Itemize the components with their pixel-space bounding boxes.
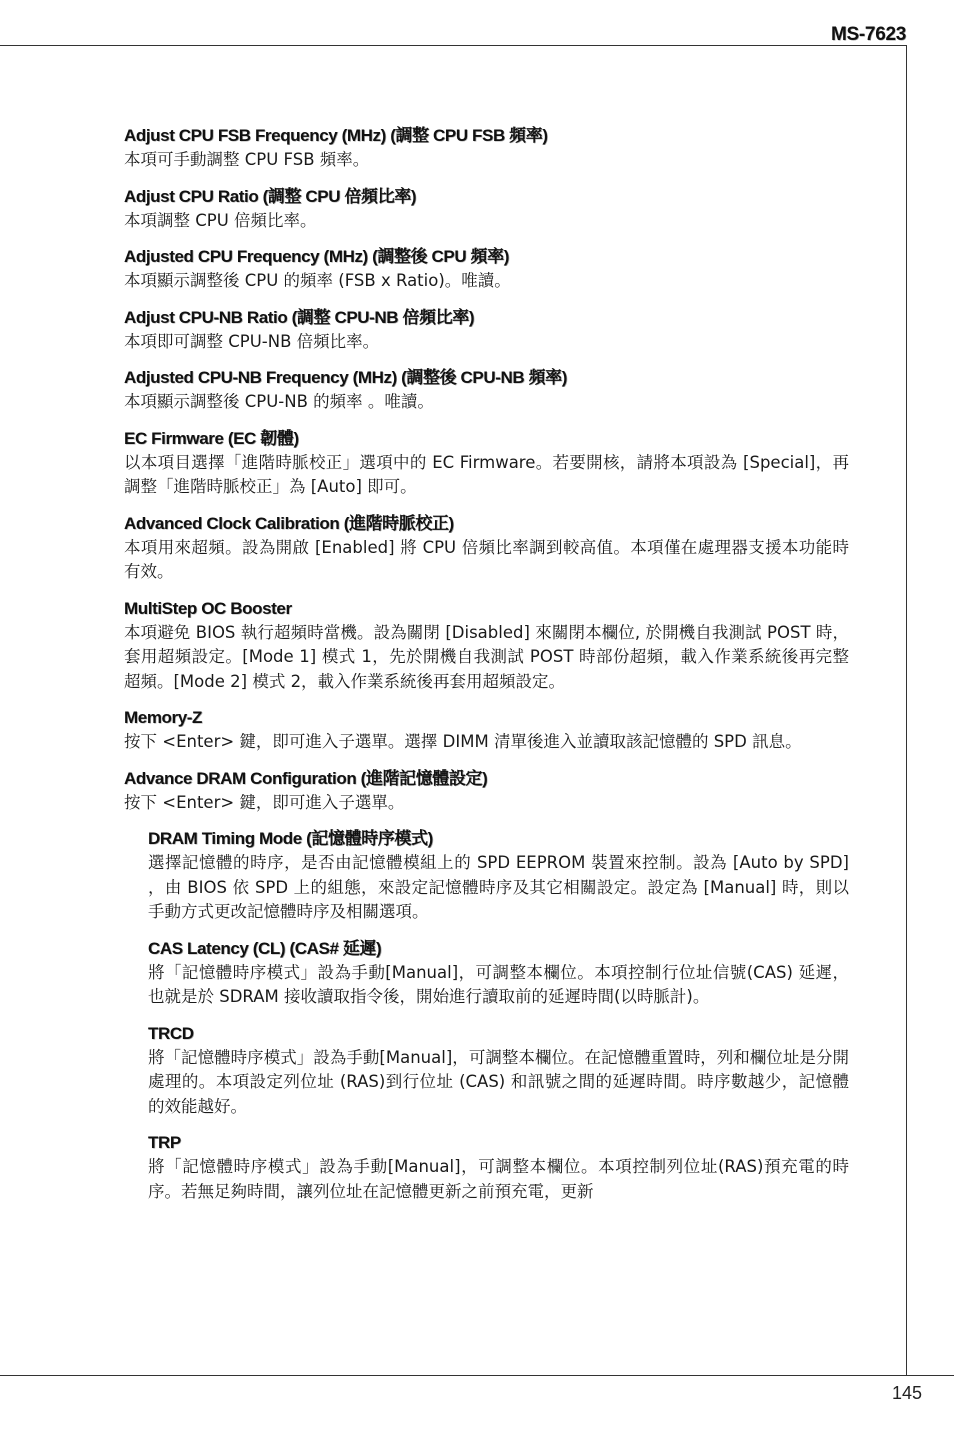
subsection-cas-latency	[148, 937, 849, 1010]
section-heading: Adjust CPU Ratio (調整 CPU 倍頻比率)	[124, 186, 417, 206]
section-body: 本項用來超頻。設為開啟 [Enabled] 將 CPU 倍頻比率調到較高值。本項僅在處理器支援本功能時有效。	[124, 537, 849, 581]
section-heading: Advanced Clock Calibration (進階時脈校正)	[124, 513, 454, 533]
subsection-body: 將「記憶體時序模式」設為手動[Manual]，可調整本欄位。在記憶體重置時，列和欄位址是分開處理的。本項設定列位址 (RAS)到行位址 (CAS) 和訊號之間的延遲時間。時序數越少，記憶體的效能越好。	[148, 1047, 849, 1116]
section-adjusted-cpu-nb-frequency	[124, 366, 849, 415]
section-heading: Adjust CPU FSB Frequency (MHz) (調整 CPU FSB 頻率)	[124, 126, 548, 145]
section-advance-dram-configuration	[124, 767, 849, 816]
section-body: 本項顯示調整後 CPU 的頻率 (FSB x Ratio)。唯讀。	[124, 271, 511, 290]
section-body: 按下 <Enter> 鍵，即可進入子選單。選擇 DIMM 清單後進入並讀取該記憶體的 SPD 訊息。	[124, 732, 802, 751]
section-memory-z	[124, 706, 849, 755]
manual-content	[124, 124, 849, 1216]
section-body: 按下 <Enter> 鍵，即可進入子選單。	[124, 792, 405, 812]
section-adjusted-cpu-frequency	[124, 245, 849, 294]
section-heading: Adjust CPU-NB Ratio (調整 CPU-NB 倍頻比率)	[124, 307, 475, 327]
subsection-heading: TRCD	[148, 1023, 194, 1043]
section-body: 本項可手動調整 CPU FSB 頻率。	[124, 150, 370, 169]
subsection-body: 將「記憶體時序模式」設為手動[Manual]，可調整本欄位。本項控制列位址(RAS)預充電的時序。若無足夠時間，讓列位址在記憶體更新之前預充電，更新	[148, 1157, 849, 1201]
section-adjust-cpu-nb-ratio	[124, 306, 849, 355]
page-number: 145	[891, 1383, 922, 1403]
subsection-trcd	[148, 1022, 849, 1120]
subsection-heading: DRAM Timing Mode (記憶體時序模式)	[148, 829, 433, 848]
section-adjust-cpu-ratio	[124, 185, 849, 234]
footer-rule	[0, 1375, 954, 1376]
section-ec-firmware	[124, 427, 849, 500]
section-heading: EC Firmware (EC 韌體)	[124, 428, 299, 448]
model-number: MS-7623	[831, 24, 906, 45]
section-heading: MultiStep OC Booster	[124, 598, 292, 618]
section-body: 本項避免 BIOS 執行超頻時當機。設為關閉 [Disabled] 來關閉本欄位, 於開機自我測試 POST 時，套用超頻設定。[Mode 1] 模式 1，先於開機自我測試 POST 時部份超頻，載入作業系統後再完整超頻。[Mode 2] 模式 2，載入作業系統後再套用超頻設定。	[124, 622, 849, 691]
section-heading: Memory-Z	[124, 708, 203, 727]
section-body: 以本項目選擇「進階時脈校正」選項中的 EC Firmware。若要開核，請將本項設為 [Special]，再調整「進階時脈校正」為 [Auto] 即可。	[124, 452, 849, 496]
section-adjust-cpu-fsb-frequency	[124, 124, 849, 173]
header-rule	[0, 45, 906, 46]
section-body: 本項即可調整 CPU-NB 倍頻比率。	[124, 331, 380, 351]
side-rule	[906, 45, 907, 1375]
subsection-trp	[148, 1131, 849, 1204]
subsection-dram-timing-mode	[148, 827, 849, 925]
section-body: 本項調整 CPU 倍頻比率。	[124, 210, 317, 230]
subsection-heading: CAS Latency (CL) (CAS# 延遲)	[148, 938, 382, 958]
section-body: 本項顯示調整後 CPU-NB 的頻率 。唯讀。	[124, 392, 434, 411]
section-advanced-clock-calibration	[124, 512, 849, 585]
subsection-body: 選擇記憶體的時序，是否由記憶體模組上的 SPD EEPROM 裝置來控制。設為 [Auto by SPD] ，由 BIOS 依 SPD 上的組態，來設定記憶體時序及其它相關設定。設定為 [Manual] 時，則以手動方式更改記憶體時序及相關選項。	[148, 853, 849, 921]
section-multistep-oc-booster	[124, 597, 849, 695]
subsection-heading: TRP	[148, 1133, 181, 1152]
subsection-body: 將「記憶體時序模式」設為手動[Manual]，可調整本欄位。本項控制行位址信號(CAS) 延遲，也就是於 SDRAM 接收讀取指令後，開始進行讀取前的延遲時間(以時脈計)。	[148, 962, 849, 1006]
section-heading: Adjusted CPU-NB Frequency (MHz) (調整後 CPU-NB 頻率)	[124, 368, 568, 387]
section-heading: Adjusted CPU Frequency (MHz) (調整後 CPU 頻率)	[124, 247, 510, 266]
section-heading: Advance DRAM Configuration (進階記憶體設定)	[124, 768, 488, 788]
